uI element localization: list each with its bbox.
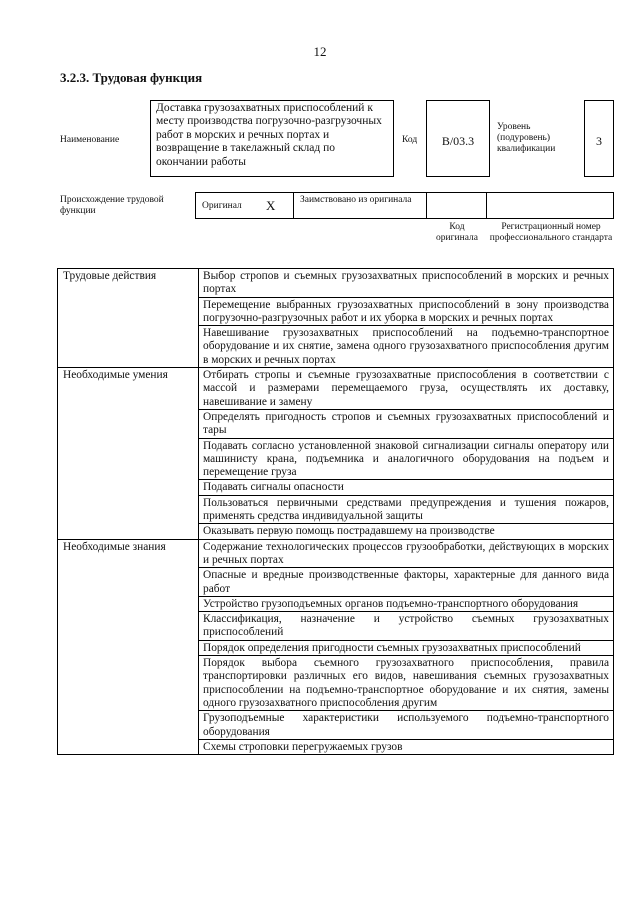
code-value: B/03.3 xyxy=(426,100,490,177)
reg-number-cell xyxy=(486,192,614,219)
item-cell: Содержание технологических процессов грузообработки, действующих в морских и речных портах xyxy=(199,539,614,568)
requirements-table xyxy=(57,268,614,755)
original-cell xyxy=(195,192,294,219)
item-cell: Грузоподъемные характеристики используемого подъемно-транспортного оборудования xyxy=(199,711,614,740)
item-cell: Определять пригодность стропов и съемных грузозахватных приспособлений и тары xyxy=(199,409,614,438)
category-cell: Необходимые знания xyxy=(58,539,199,754)
table-row xyxy=(58,539,614,568)
original-mark: X xyxy=(266,198,276,213)
code-original-cell xyxy=(426,192,487,219)
code-label: Код xyxy=(402,135,418,145)
category-cell: Необходимые умения xyxy=(58,368,199,540)
item-cell: Перемещение выбранных грузозахватных приспособлений в зону производства погрузочно-разгрузочных работ и их уборка в морских и речных портах xyxy=(199,297,614,326)
original-label: Оригинал xyxy=(202,201,242,211)
table-row xyxy=(58,368,614,410)
code-original-caption: Код оригинала xyxy=(436,222,478,243)
item-cell: Устройство грузоподъемных органов подъемно-транспортного оборудования xyxy=(199,596,614,611)
item-cell: Порядок выбора съемного грузозахватного приспособления, правила транспортировки различных его видов, навешивания съемных грузозахватных приспособлении на подъемно-транспортное оборудование и их снятия, замены одного грузозахватного приспособления другим xyxy=(199,656,614,711)
level-value: 3 xyxy=(584,100,614,177)
item-cell: Порядок определения пригодности съемных грузозахватных приспособлений xyxy=(199,640,614,655)
item-cell: Подавать согласно установленной знаковой сигнализации сигналы оператору или машинисту крана, подъемника и аналогичного оборудования на подъем и перемещение груза xyxy=(199,438,614,480)
borrowed-cell: Заимствовано из оригинала xyxy=(293,192,427,219)
category-cell: Трудовые действия xyxy=(58,269,199,368)
name-value: Доставка грузозахватных приспособлений к месту производства погрузочно-разгрузочных работ в морских и речных портах и возвращение в такелажный склад по окончании работы xyxy=(150,100,394,177)
section-title: 3.2.3. Трудовая функция xyxy=(60,70,203,85)
item-cell: Навешивание грузозахватных приспособлений на подъемно-транспортное оборудование и их снятие, замена одного грузозахватного приспособления другим в морских и речных портах xyxy=(199,326,614,368)
item-cell: Классификация, назначение и устройство съемных грузозахватных приспособлений xyxy=(199,612,614,641)
item-cell: Пользоваться первичными средствами предупреждения и тушения пожаров, применять средства индивидуальной защиты xyxy=(199,495,614,524)
item-cell: Опасные и вредные производственные факторы, характерные для данного вида работ xyxy=(199,568,614,597)
table-row xyxy=(58,269,614,298)
item-cell: Оказывать первую помощь пострадавшему на производстве xyxy=(199,524,614,539)
name-label: Наименование xyxy=(60,135,120,145)
item-cell: Выбор стропов и съемных грузозахватных приспособлений в морских и речных портах xyxy=(199,269,614,298)
level-label: Уровень (подуровень) квалификации xyxy=(497,122,556,154)
item-cell: Схемы строповки перегружаемых грузов xyxy=(199,739,614,754)
page-number: 12 xyxy=(313,44,327,59)
origin-label: Происхождение трудовой функции xyxy=(60,195,164,216)
item-cell: Отбирать стропы и съемные грузозахватные приспособления в соответствии с массой и размерами перемещаемого груза, осуществлять их доставку, навешивание и замену xyxy=(199,368,614,410)
item-cell: Подавать сигналы опасности xyxy=(199,480,614,495)
reg-number-caption: Регистрационный номер профессионального стандарта xyxy=(489,222,613,243)
